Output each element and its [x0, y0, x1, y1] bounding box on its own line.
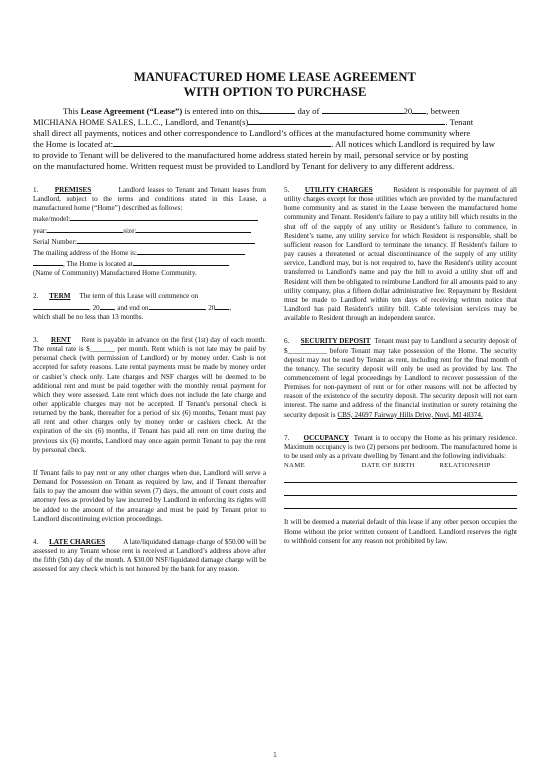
intro-text: This — [63, 106, 81, 116]
field-label: size: — [123, 226, 137, 235]
year-field[interactable] — [47, 225, 123, 233]
section-text: The term of this Lease will commence on — [79, 292, 199, 301]
year-blank[interactable] — [412, 106, 426, 114]
intro-text: day of — [295, 106, 322, 116]
section-rent — [33, 336, 266, 455]
city-field[interactable] — [33, 258, 63, 266]
intro-paragraph — [33, 106, 517, 117]
located-row — [33, 258, 266, 269]
field-label: , 20 — [204, 303, 216, 312]
field-label: make/model: — [33, 215, 71, 224]
community-field[interactable] — [133, 258, 229, 266]
end-date-field[interactable] — [149, 302, 205, 310]
right-column — [284, 186, 517, 546]
intro-text: is entered into on this — [182, 106, 260, 116]
intro-lease-term: Lease Agreement (“Lease”) — [80, 106, 183, 116]
serial-field[interactable] — [77, 236, 255, 244]
column-header-name: NAME — [284, 462, 306, 470]
field-label: , — [229, 303, 232, 312]
term-dates-row — [33, 302, 266, 313]
section-heading: PREMISES — [54, 186, 92, 194]
section-heading: UTILITY CHARGES — [304, 186, 373, 194]
section-heading: SECURITY DEPOSIT — [300, 337, 371, 346]
section-number: 2. — [33, 292, 39, 301]
document-title: MANUFACTURED HOME LEASE AGREEMENT — [134, 70, 416, 84]
section-number: 7. — [284, 433, 290, 442]
section-text: Tenant must pay to Landlord a security deposit of $___________ before Tenant may take possession of the Home. The security deposit may not be used by Tenant as rent, including rent for the final month of the tenancy. The security deposit will only be used as provided by law. The commencement of legal proceedings by Landlord to recover possession of the Premises for non-payment of rent or for other reasons will not be affected by reason of the existence of the security deposit. The security deposit will not earn interest. The name and address of the financial institution or surety retaining the security deposit is — [284, 337, 517, 419]
home-location-blank[interactable] — [113, 139, 331, 147]
section-utility — [284, 186, 517, 323]
intro-text: . Tenant — [445, 117, 474, 127]
mailing-row — [33, 247, 266, 258]
deposit-institution: CBS, 24697 Fairway Hills Drive, Novi, MI 48374. — [337, 410, 483, 419]
start-date-field[interactable] — [33, 302, 89, 310]
left-column — [33, 186, 266, 574]
section-heading: LATE CHARGES — [49, 537, 106, 546]
section-text: A late/liquidated damage charge of $50.00 will be assessed to any Tenant whose rent is received at Landlord’s address above after the fifth (5th) day of the month. A $30.00 NSF/liquidated damage charge will be assessed for any check which is not honored by the bank for any reason. — [33, 537, 266, 574]
month-blank[interactable] — [322, 106, 404, 114]
occupant-line[interactable] — [284, 470, 517, 483]
day-blank[interactable] — [259, 106, 295, 114]
intro-line-4 — [33, 139, 517, 150]
occupancy-default-text: It will be deemed a material default of this lease if any other person occupies the Home without the prior written consent of Landlord. Landlord reserves the right to withhold consent for any reason not prohibited by law. — [284, 518, 517, 545]
section-text: Landlord leases to Tenant and Tenant leases from Landlord, subject to the terms and conditions stated in this Lease, a manufactured home (“Home”) described as follows: — [33, 186, 266, 213]
intro-text: the Home is located at: — [33, 139, 114, 149]
section-number: 3. — [33, 335, 39, 344]
tenant-name-blank[interactable] — [248, 117, 445, 125]
make-model-row — [33, 213, 266, 224]
section-text: Rent is payable in advance on the first (1st) day of each month. The rental rate is $_______ per month. Rent which is not late may be paid by personal check (with permission of Landlord) or by money order. Cash is not accepted for safety reasons. Late rental payments must be made by money order or cashier’s check only. Late charges and NSF charges will be deemed to be additional rent and must be paid together with the monthly rental payment for which they were assessed. Late rent which does not include the late charge and other applicable charges may not be accepted. If Tenant's personal check is returned by the bank, thereafter for a period of six (6) months, Tenant must pay all rent and other charges only by money order or cashiers check. At the expiration of the six (6) months, if Tenant has paid all rent on time during the previous six (6) months, Landlord may once again permit Tenant to pay the rent by personal check. — [33, 335, 266, 454]
intro-line-3: shall direct all payments, notices and other correspondence to Landlord’s offices at the manufactured home community where — [33, 128, 471, 138]
section-term — [33, 292, 266, 301]
intro-line-6: on the manufactured home. Written request must be provided to Landlord by Tenant for delivery to any different address. — [33, 161, 455, 171]
document-subtitle: WITH OPTION TO PURCHASE — [183, 85, 367, 99]
field-label: year: — [33, 226, 48, 235]
section-security-deposit — [284, 337, 517, 419]
community-label: (Name of Community) Manufactured Home Community. — [33, 269, 197, 278]
section-premises — [33, 186, 266, 213]
serial-row — [33, 236, 266, 247]
section-heading: RENT — [51, 335, 71, 344]
intro-text: MICHIANA HOME SALES, L.L.C., Landlord, and Tenant(s) — [33, 117, 249, 127]
intro-text: 20 — [403, 106, 413, 116]
field-label: Serial Number: — [33, 237, 77, 246]
mailing-field[interactable] — [137, 247, 245, 255]
section-heading: TERM — [49, 292, 71, 301]
end-year-field[interactable] — [215, 302, 232, 312]
field-label: , and end on — [113, 303, 149, 312]
intro-text: , between — [426, 106, 460, 116]
size-field[interactable] — [136, 225, 251, 233]
occupant-line[interactable] — [284, 496, 517, 509]
intro-line-2 — [33, 117, 517, 128]
column-header-dob: DATE OF BIRTH — [361, 462, 415, 470]
section-number: 4. — [33, 537, 39, 546]
section-number: 6. — [284, 337, 290, 346]
intro-text: . All notices which Landlord is required by law — [331, 139, 495, 149]
field-label: The mailing address of the Home is: — [33, 248, 137, 257]
rent-default-text: If Tenant fails to pay rent or any other charges when due, Landlord will serve a Demand for Possession on Tenant as required by law, and if Tenant thereafter fails to pay the amount due within seven (7) days, the amount of court costs and attorney fees as provided by law incurred by Landlord in enforcing its rights will be added to the amount of the arrearage and must be paid by Tenant prior to Landlord discontinuing eviction proceedings. — [33, 468, 266, 523]
year-size-row — [33, 225, 266, 236]
occupants-table-header — [284, 461, 517, 470]
make-model-field[interactable] — [70, 213, 258, 221]
intro-line-5: to provide to Tenant will be delivered to the manufactured home address stated herein by mail, personal service or by posting — [33, 150, 469, 160]
page-number: 1 — [273, 752, 277, 759]
section-text: Tenant is to occupy the Home as his primary residence. Maximum occupancy is two (2) persons per bedroom. The manufactured home is to be used only as a private dwelling by Tenant and the following individuals: — [284, 433, 517, 461]
section-text: Resident is responsible for payment of all utility charges except for those utilities which are provided by the manufactured home community and as stated in the Lease between the manufactured home community and Tenant. Resident's failure to pay a utility bill which results in the shut off of the supply of any utility or Resident’s failure to commence, in Resident’s name, any utility service for which Resident is responsible, shall be sufficient reason for Landlord to terminate the tenancy. If Resident's failure to pay causes a threatened or actual discontinuance of the supply of any utility service, Landlord may, but is not required to, have the Resident's utility account transferred to Landlord's name and pay the bill to avoid a utility shut off and Resident will then be obligated to reimburse Landlord for all amounts paid to any utility company, plus a fifteen dollar administrative fee. Repayment by Resident must be made to Landlord within ten days of receiving written notice that Landlord has paid Resident's utility bill. Cable television services may be available to Resident through an independent source. — [284, 186, 518, 323]
section-number: 5. — [284, 186, 290, 194]
section-heading: OCCUPANCY — [303, 433, 349, 442]
section-late-charges — [33, 538, 266, 575]
column-header-relationship: RELATIONSHIP — [439, 462, 491, 470]
term-minimum: which shall be no less than 13 months. — [33, 312, 144, 321]
start-year-field[interactable] — [100, 302, 114, 310]
field-label: , The Home is located at — [63, 260, 133, 269]
field-label: , 20 — [89, 303, 100, 312]
section-occupancy — [284, 434, 517, 461]
section-number: 1. — [33, 186, 39, 194]
occupant-line[interactable] — [284, 483, 517, 496]
